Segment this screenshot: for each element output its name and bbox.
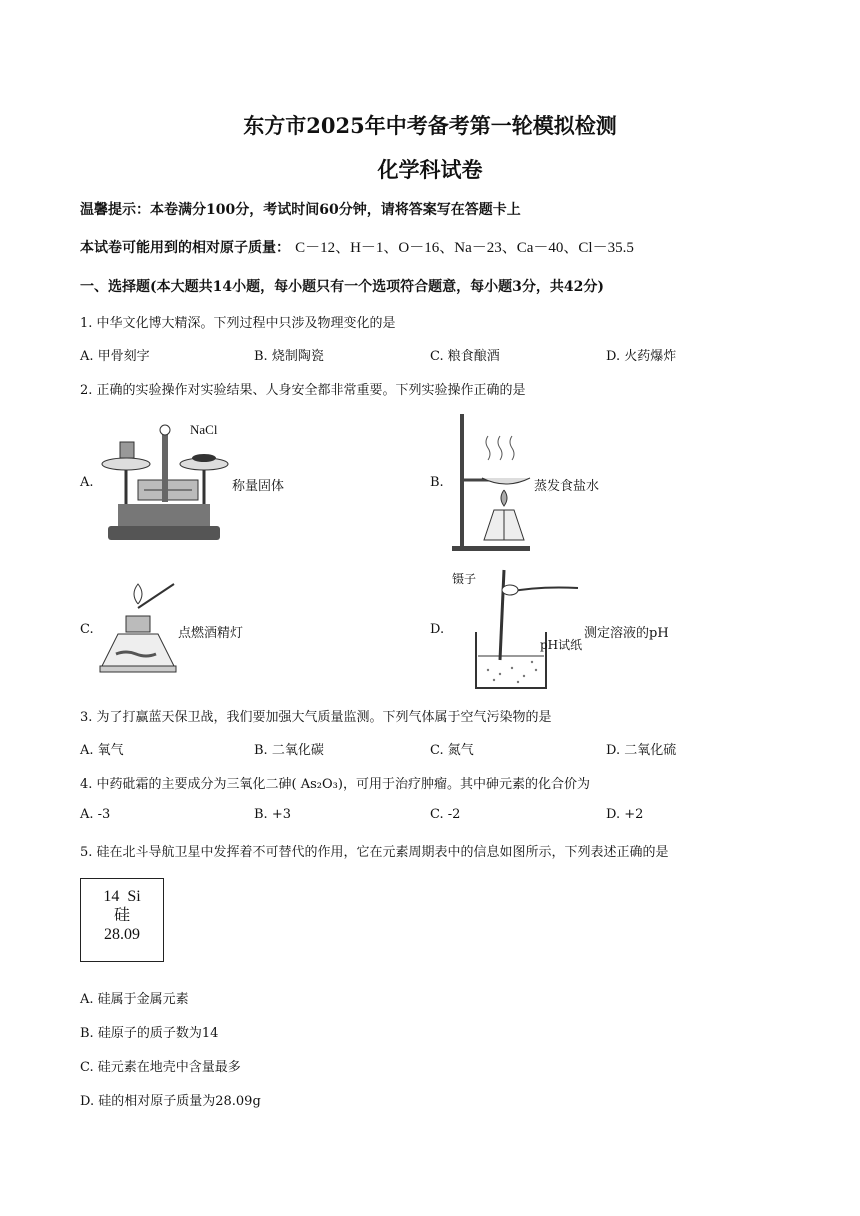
q2-b-letter: B.	[430, 475, 444, 490]
element-name: 硅	[113, 907, 130, 924]
q5-stem: 5. 硅在北斗导航卫星中发挥着不可替代的作用，它在元素周期表中的信息如图所示，下列表述正确的是	[80, 845, 669, 860]
q1-option-a: A. 甲骨刻字	[80, 349, 150, 364]
q5-option-a: A. 硅属于金属元素	[80, 992, 189, 1007]
q1-option-c: C. 粮食酿酒	[430, 349, 500, 364]
atomic-mass-values: C－12、H－1、O－16、Na－23、Ca－40、Cl－35.5	[295, 240, 634, 256]
element-number-symbol: 14 Si	[103, 888, 141, 905]
exam-subtitle: 化学科试卷	[377, 157, 483, 182]
q5-option-b: B. 硅原子的质子数为14	[80, 1026, 219, 1041]
q2-c-letter: C.	[80, 622, 94, 637]
q4-stem: 4. 中药砒霜的主要成分为三氧化二砷( As₂O₃)，可用于治疗肿瘤。其中砷元素的化合价为	[80, 777, 590, 792]
nacl-label: NaCl	[190, 422, 218, 437]
q2-b-caption: 蒸发食盐水	[534, 479, 600, 494]
exam-title: 东方市2025年中考备考第一轮模拟检测	[243, 113, 617, 138]
element-mass: 28.09	[104, 926, 140, 943]
section-heading: 一、选择题(本大题共14小题，每小题只有一个选项符合题意，每小题3分，共42分)	[80, 279, 604, 295]
q2-stem: 2. 正确的实验操作对实验结果、人身安全都非常重要。下列实验操作正确的是	[80, 383, 526, 398]
q2-a-letter: A.	[80, 475, 94, 490]
q4-option-a: A. -3	[80, 807, 111, 822]
q5-option-d: D. 硅的相对原子质量为28.09g	[80, 1094, 261, 1109]
q1-stem: 1. 中华文化博大精深。下列过程中只涉及物理变化的是	[80, 316, 396, 331]
ph-paper-label: pH试纸	[540, 638, 583, 652]
q5-option-c: C. 硅元素在地壳中含量最多	[80, 1060, 241, 1075]
atomic-mass-label: 本试卷可能用到的相对原子质量：	[80, 240, 290, 256]
q2-d-caption: 测定溶液的pH	[584, 626, 669, 641]
q3-option-b: B. 二氧化碳	[254, 743, 324, 758]
q4-option-d: D. +2	[606, 807, 644, 822]
q3-option-c: C. 氮气	[430, 743, 474, 758]
alcohol-lamp-illustration	[98, 582, 178, 674]
q2-c-caption: 点燃酒精灯	[178, 626, 244, 641]
q1-option-d: D. 火药爆炸	[606, 349, 677, 364]
evaporation-setup-illustration	[448, 412, 534, 552]
q3-stem: 3. 为了打赢蓝天保卫战，我们要加强大气质量监测。下列气体属于空气污染物的是	[80, 710, 552, 725]
tweezers-label: 镊子	[452, 572, 477, 586]
q3-option-d: D. 二氧化硫	[606, 743, 677, 758]
q2-d-letter: D.	[430, 622, 445, 637]
q4-option-b: B. +3	[254, 807, 291, 822]
tip-text: 温馨提示：本卷满分100分，考试时间60分钟，请将答案写在答题卡上	[80, 202, 521, 218]
q2-a-caption: 称量固体	[232, 479, 285, 494]
element-card-silicon	[80, 878, 164, 962]
atomic-mass-line	[80, 236, 634, 257]
q4-option-c: C. -2	[430, 807, 461, 822]
q1-option-b: B. 烧制陶瓷	[254, 349, 324, 364]
q3-option-a: A. 氧气	[80, 743, 124, 758]
